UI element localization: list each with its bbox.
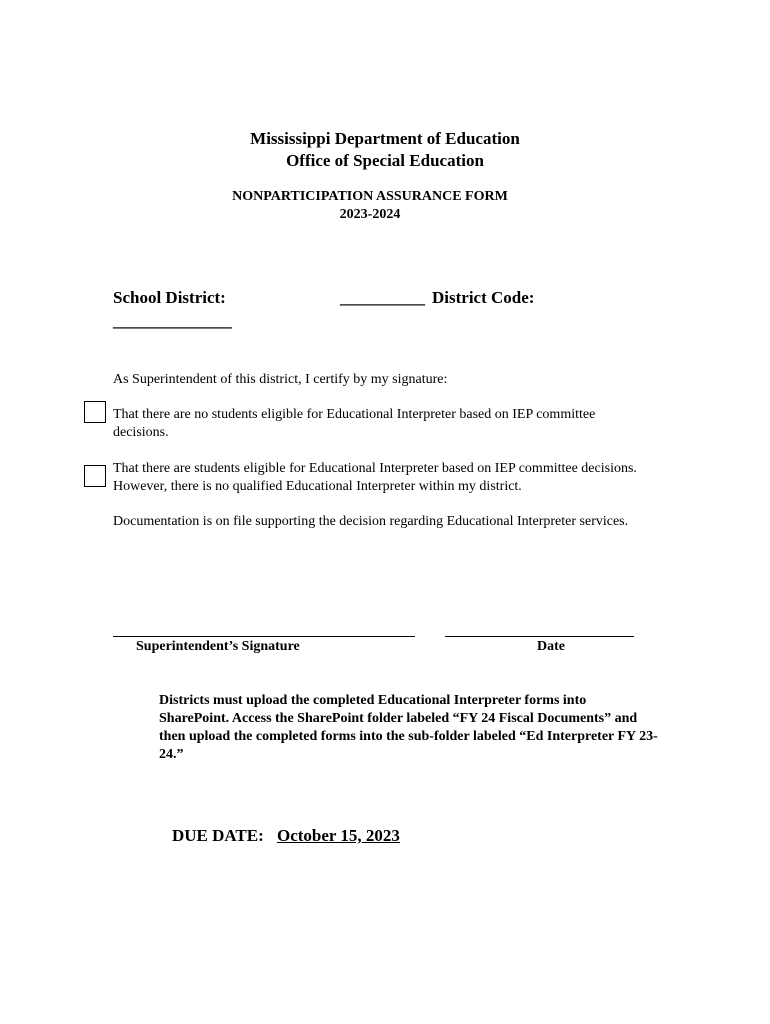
documentation-note: Documentation is on file supporting the decision regarding Educational Interpreter services. [113, 514, 629, 529]
district-code-field[interactable]: __________ [340, 288, 425, 307]
form-year: 2023-2024 [339, 207, 401, 222]
school-district-field[interactable]: ______________ [113, 311, 232, 330]
no-eligible-students-checkbox[interactable] [84, 401, 106, 423]
upload-instructions: Districts must upload the completed Educational Interpreter forms into SharePoint. Access the SharePoint folder labeled “FY 24 Fiscal Documents” and then upload the completed forms into the sub-folder labeled “Ed Interpreter FY 23-24.” [159, 693, 658, 762]
superintendent-signature-line[interactable] [113, 636, 415, 637]
option-no-eligible-students: That there are no students eligible for Educational Interpreter based on IEP committee decisions. [113, 407, 596, 440]
office-heading: Office of Special Education [286, 151, 484, 170]
no-qualified-interpreter-checkbox[interactable] [84, 465, 106, 487]
due-date-value: October 15, 2023 [277, 826, 400, 845]
due-date-label: DUE DATE: [172, 826, 264, 845]
district-code-label: District Code: [432, 288, 535, 307]
form-title: NONPARTICIPATION ASSURANCE FORM [232, 189, 508, 204]
date-signature-line[interactable] [445, 636, 634, 637]
superintendent-signature-label: Superintendent’s Signature [136, 639, 300, 654]
school-district-label: School District: [113, 288, 226, 307]
certification-intro: As Superintendent of this district, I certify by my signature: [113, 372, 448, 387]
department-heading: Mississippi Department of Education [250, 129, 520, 148]
option-no-qualified-interpreter: That there are students eligible for Educational Interpreter based on IEP committee decisions. However, there is no qualified Educational Interpreter within my district. [113, 461, 637, 494]
date-label: Date [537, 639, 565, 654]
